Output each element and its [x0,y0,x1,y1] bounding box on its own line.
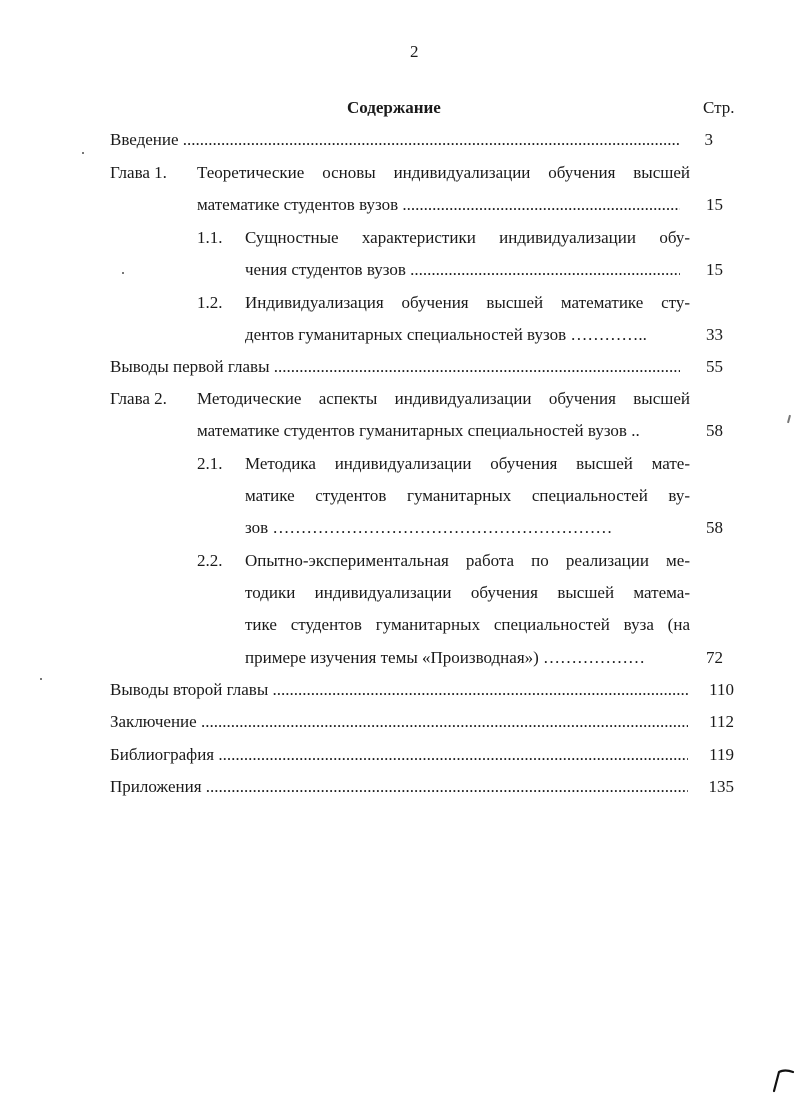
toc-page-appendices: 135 [708,777,734,796]
toc-chapter-2-line-2: математике студентов гуманитарных специальностей вузов .. [197,421,640,440]
toc-chapter-2-line-1: Методические аспекты индивидуализации обучения высшей [197,389,690,408]
toc-section-2-2-line-3: тике студентов гуманитарных специальностей вуза (на [245,615,690,634]
scan-speck [40,678,42,680]
toc-page-section-1-2: 33 [706,325,723,344]
toc-page-chapter-2: 58 [706,421,723,440]
toc-section-1-1-number: 1.1. [197,228,223,247]
toc-section-2-2-line-2: тодики индивидуализации обучения высшей матема- [245,583,690,602]
toc-page-chapter-2-conclusions: 110 [709,680,734,699]
toc-page-conclusion: 112 [709,712,734,731]
page-number: 2 [410,42,419,61]
toc-page-bibliography: 119 [709,745,734,764]
toc-page-chapter-1-conclusions: 55 [706,357,723,376]
toc-section-2-2-number: 2.2. [197,551,223,570]
toc-entry-introduction: Введение ..... [110,130,680,150]
toc-entry-appendices: Приложения ..... [110,777,688,797]
toc-page-section-2-2: 72 [706,648,723,667]
toc-entry-bibliography: Библиография ..... [110,745,688,765]
toc-chapter-1-line-2: математике студентов вузов ..... [197,195,680,215]
toc-chapter-2-number: Глава 2. [110,389,167,408]
toc-title: Содержание [347,98,441,117]
toc-section-2-2-line-4: примере изучения темы «Производная») ……………… [245,648,646,667]
toc-page-section-2-1: 58 [706,518,723,537]
toc-page-introduction: 3 [704,130,713,149]
toc-section-2-1-line-1: Методика индивидуализации обучения высшей мате- [245,454,690,473]
toc-chapter-1-line-1: Теоретические основы индивидуализации обучения высшей [197,163,690,182]
toc-section-1-1-line-2: чения студентов вузов ..... [245,260,680,280]
toc-section-1-1-line-1: Сущностные характеристики индивидуализации обу- [245,228,690,247]
scan-speck [787,415,791,423]
toc-section-1-2-number: 1.2. [197,293,223,312]
toc-section-2-1-line-2: матике студентов гуманитарных специальностей ву- [245,486,690,505]
page-column-header: Стр. [703,98,735,117]
toc-entry-chapter-1-conclusions: Выводы первой главы ..... [110,357,680,377]
toc-entry-chapter-2-conclusions: Выводы второй главы ..... [110,680,688,700]
toc-section-2-1-line-3: зов …………………………………………………… [245,518,613,537]
toc-section-1-2-line-2: дентов гуманитарных специальностей вузов ………….. [245,325,647,344]
toc-section-2-2-line-1: Опытно-экспериментальная работа по реализации ме- [245,551,690,570]
toc-section-1-2-line-1: Индивидуализация обучения высшей математике сту- [245,293,690,312]
scan-speck [122,272,124,274]
toc-chapter-1-number: Глава 1. [110,163,167,182]
toc-entry-conclusion: Заключение ..... [110,712,688,732]
pen-mark [766,1064,796,1094]
scan-speck [82,152,84,154]
toc-section-2-1-number: 2.1. [197,454,223,473]
toc-page-chapter-1: 15 [706,195,723,214]
toc-page-section-1-1: 15 [706,260,723,279]
